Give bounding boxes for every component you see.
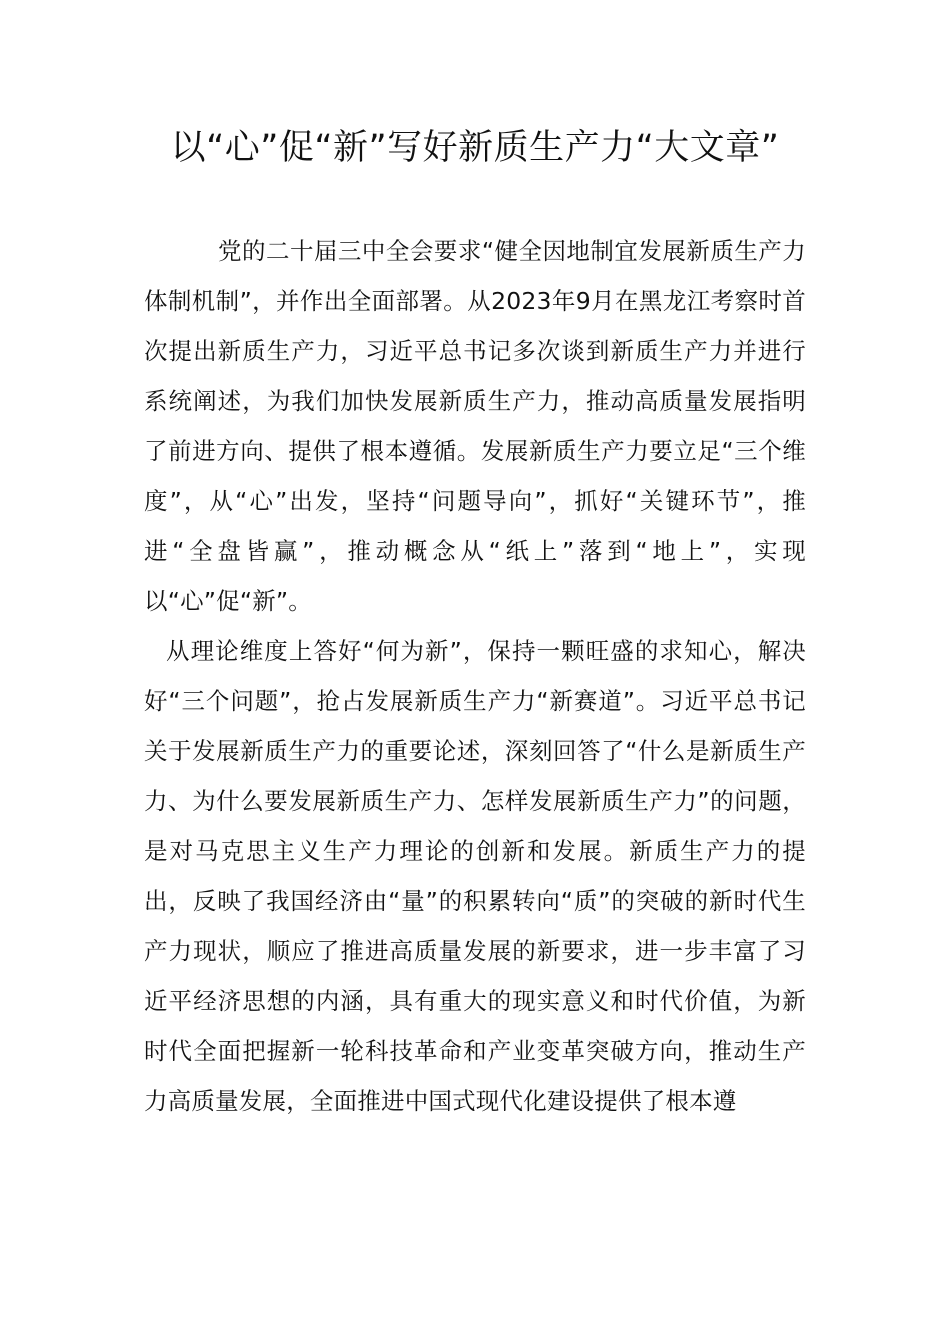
- paragraph-2: 从理论维度上答好“何为新”，保持一颗旺盛的求知心，解决好“三个问题”，抢占发展新质生产力“新赛道”。习近平总书记关于发展新质生产力的重要论述，深刻回答了“什么是新质生产力、为什么要发展新质生产力、怎样发展新质生产力”的问题，是对马克思主义生产力理论的创新和发展。新质生产力的提出，反映了我国经济由“量”的积累转向“质”的突破的新时代生产力现状，顺应了推进高质量发展的新要求，进一步丰富了习近平经济思想的内涵，具有重大的现实意义和时代价值，为新时代全面把握新一轮科技革命和产业变革突破方向，推动生产力高质量发展，全面推进中国式现代化建设提供了根本遵: [144, 637, 806, 1115]
- paragraph-1: 党的二十届三中全会要求“健全因地制宜发展新质生产力体制机制”，并作出全面部署。从2023年9月在黑龙江考察时首次提出新质生产力，习近平总书记多次谈到新质生产力并进行系统阐述，为我们加快发展新质生产力，推动高质量发展指明了前进方向、提供了根本遵循。发展新质生产力要立足“三个维度”，从“心”出发，坚持“问题导向”，抓好“关键环节”，推进“全盘皆赢”，推动概念从“纸上”落到“地上”，实现以“心”促“新”。: [144, 237, 806, 615]
- document-body: [144, 226, 806, 1126]
- document-title: 以“心”促“新”写好新质生产力“大文章”: [170, 128, 780, 168]
